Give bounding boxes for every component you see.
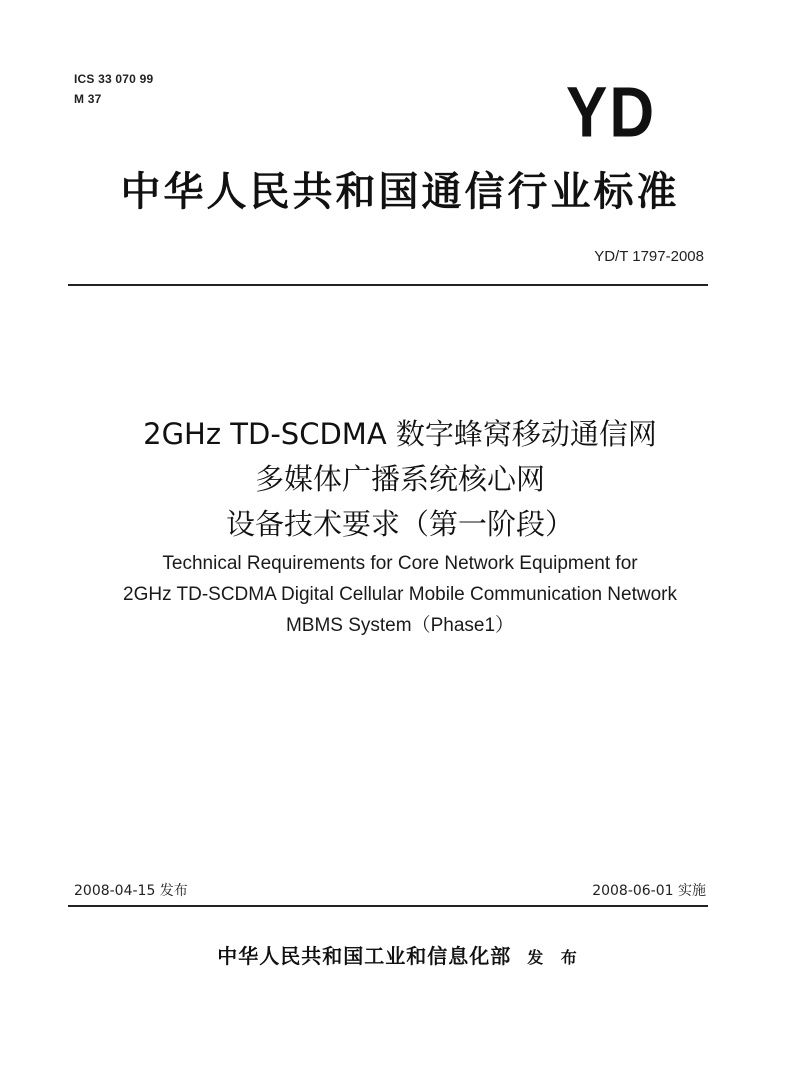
english-title-line-2: 2GHz TD-SCDMA Digital Cellular Mobile Communication Network — [123, 584, 677, 605]
english-title-line-1: Technical Requirements for Core Network Equipment for — [162, 553, 638, 574]
implementation-date: 2008-06-01 实施 — [592, 883, 706, 899]
publisher-name: 中华人民共和国工业和信息化部 — [217, 944, 512, 968]
ics-code: ICS 33 070 99 — [74, 72, 154, 86]
chinese-title-line-1: 2GHz TD-SCDMA 数字蜂窝移动通信网 — [143, 417, 657, 451]
publish-verb: 发 布 — [527, 948, 583, 967]
footer-divider — [68, 905, 708, 907]
ccs-code: M 37 — [74, 92, 102, 106]
publisher-line — [0, 940, 800, 969]
chinese-title — [0, 412, 800, 547]
issue-date: 2008-04-15 发布 — [74, 883, 188, 899]
header-divider — [68, 284, 708, 286]
standard-category-title: 中华人民共和国通信行业标准 — [120, 169, 680, 215]
chinese-title-line-2: 多媒体广播系统核心网 — [254, 462, 545, 496]
standard-number: YD/T 1797-2008 — [594, 248, 704, 265]
english-title — [0, 548, 800, 641]
chinese-title-line-3: 设备技术要求（第一阶段） — [225, 507, 574, 541]
english-title-line-3: MBMS System（Phase1） — [285, 615, 515, 636]
yd-logo: YD — [566, 73, 657, 153]
